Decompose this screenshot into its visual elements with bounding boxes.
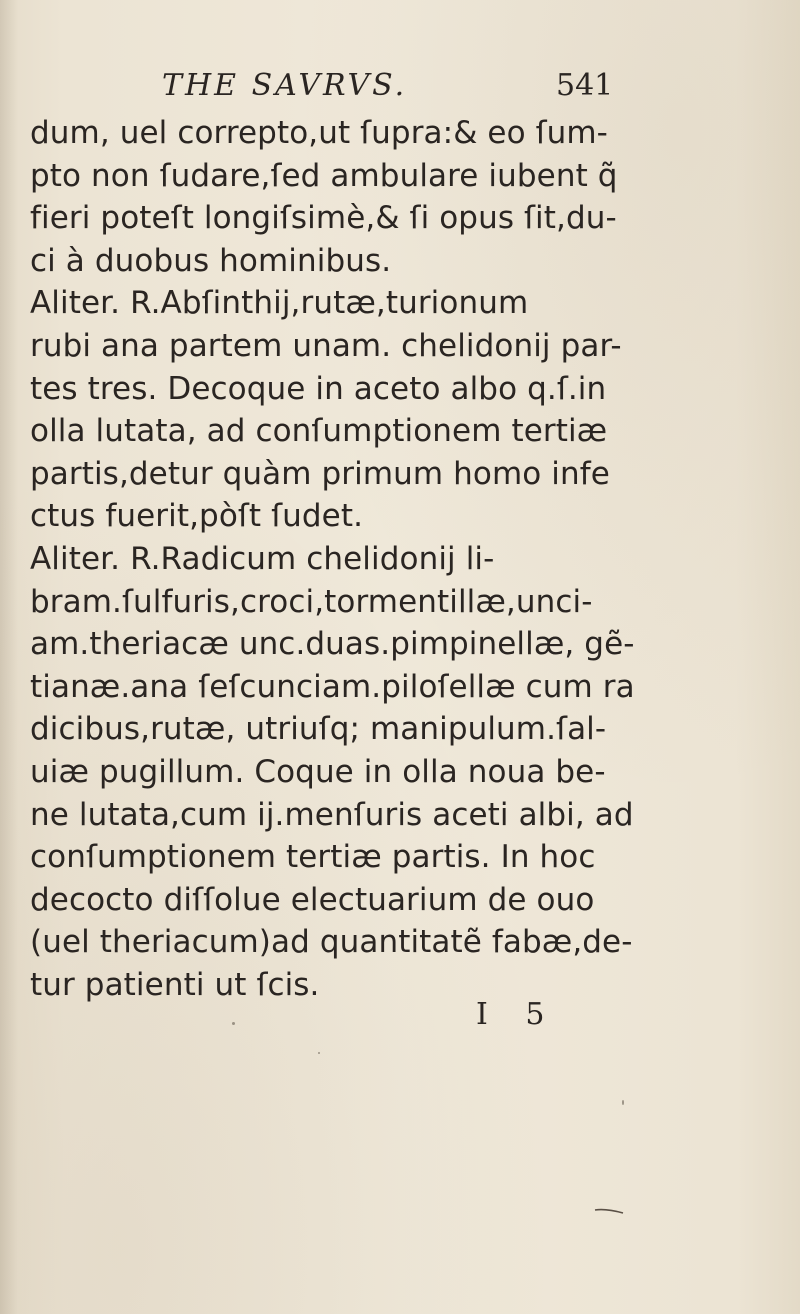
text-line: ci à duobus hominibus. (30, 242, 392, 279)
text-line: tianæ.ana ſeſcunciam.piloſellæ cum ra (30, 668, 635, 705)
paper-speck (318, 1052, 320, 1054)
text-line: dicibus,rutæ, utriuſq; manipulum.ſal- (30, 711, 607, 748)
gutter-shadow (0, 0, 18, 1314)
text-line: pto non ſudare,ſed ambulare iubent q̃ (30, 157, 618, 194)
text-line: ctus fuerit,pòſt ſudet. (30, 498, 364, 535)
text-line: Aliter. R.Abſinthij,rutæ,turionum (30, 285, 529, 322)
text-line: (uel theriacum)ad quantitatẽ fabæ,de- (30, 924, 633, 961)
text-line: fieri poteſt longiſsimè,& ſi opus ſit,du- (30, 200, 617, 237)
signature-mark: I 5 (476, 997, 559, 1032)
paper-speck (622, 1100, 624, 1105)
text-line: dum, uel correpto,ut ſupra:& eo ſum- (30, 115, 608, 151)
text-line: conſumptionem tertiæ partis. In hoc (30, 839, 596, 876)
text-line: uiæ pugillum. Coque in olla noua be- (30, 753, 606, 790)
running-title: THE SAVRVS. (162, 68, 408, 103)
text-line: bram.ſulfuris,croci,tormentillæ,unci- (30, 583, 593, 620)
ink-mark (594, 1208, 624, 1214)
text-line: olla lutata, ad conſumptionem tertiæ (30, 413, 608, 450)
paper-speck (232, 1022, 235, 1025)
text-line: partis,detur quàm primum homo infe (30, 455, 610, 492)
text-line: Aliter. R.Radicum chelidonij li- (30, 540, 495, 577)
text-line: tur patienti ut ſcis. (30, 966, 320, 1003)
page-number: 541 (556, 68, 614, 103)
text-line: rubi ana partem unam. chelidonij par- (30, 327, 622, 364)
text-line: ne lutata,cum ij.menſuris aceti albi, ad (30, 796, 634, 833)
text-line: am.theriacæ unc.duas.pimpinellæ, gẽ- (30, 626, 635, 663)
page-header (0, 66, 800, 110)
body-text (30, 112, 635, 1006)
text-line: decocto diſſolue electuarium de ouo (30, 881, 595, 918)
text-line: tes tres. Decoque in aceto albo q.ſ.in (30, 370, 607, 407)
